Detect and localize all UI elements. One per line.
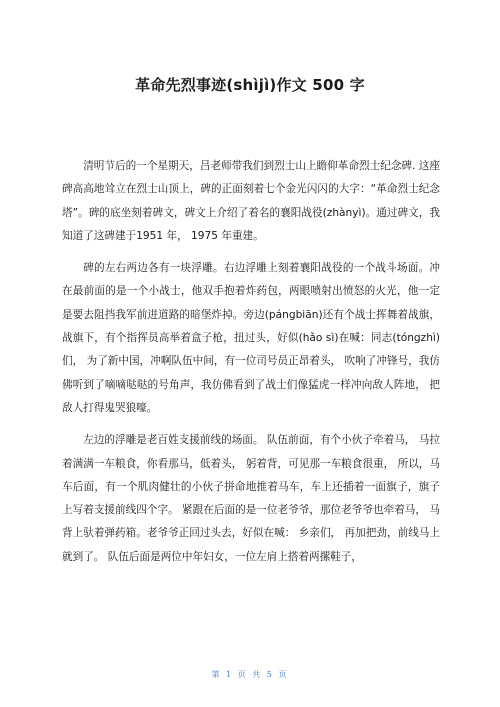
- document-title: 革命先烈事迹(shìjì)作文 500 字: [135, 76, 365, 94]
- paragraph: 碑的左右两边各有一块浮雕。右边浮雕上刻着襄阳战役的一个战斗场面。冲在最前面的是一个小战士，他双手抱着炸药包，两眼喷射出愤怒的火光，他一定是要去阻挡我军前进道路的暗堡炸掉。旁边(pángbiān)还有个战士挥舞着战旗，战旗下，有个指挥员高举着盒子枪，扭过头，好似(hǎo sì)在喊：同志(tóngzhì)们， 为了新中国，冲啊队伍中间，有一位司号员正昂着头， 吹响了冲锋号，我仿佛听到了嘀嘀哒哒的号角声，我仿佛看到了战士们像猛虎一样冲向敌人阵地， 把敌人打得鬼哭狼嚎。: [62, 262, 440, 414]
- document-body: [62, 155, 440, 578]
- paragraph: 清明节后的一个星期天，吕老师带我们到烈士山上瞻仰革命烈士纪念碑. 这座碑高高地耸立在烈士山顶上，碑的正面刻着七个金光闪闪的大字：“革命烈士纪念塔”。碑的底坐刻着碑文，碑文上介绍了着名的襄阳战役(zhànyì)。通过碑文，我知道了这碑建于1951 年， 1975 年重建。: [62, 160, 440, 242]
- page-footer: 第 1 页 共 5 页: [211, 670, 289, 679]
- paragraph: 左边的浮雕是老百姓支援前线的场面。 队伍前面，有个小伙子牵着马， 马拉着满满一车粮食，你看那马，低着头， 躬着背，可见那一车粮食很重， 所以，马车后面，有一个肌肉健壮的小伙子拼命地推着马车，车上还插着一面旗子，旗子上写着支援前线四个字。 紧跟在后面的是一位老爷爷，那位老爷爷也牵着马， 马背上驮着弹药箱。老爷爷正回过头去，好似在喊： 乡亲们， 再加把劲，前线马上就到了。 队伍后面是两位中年妇女，一位左肩上搭着两摞鞋子，: [62, 434, 440, 563]
